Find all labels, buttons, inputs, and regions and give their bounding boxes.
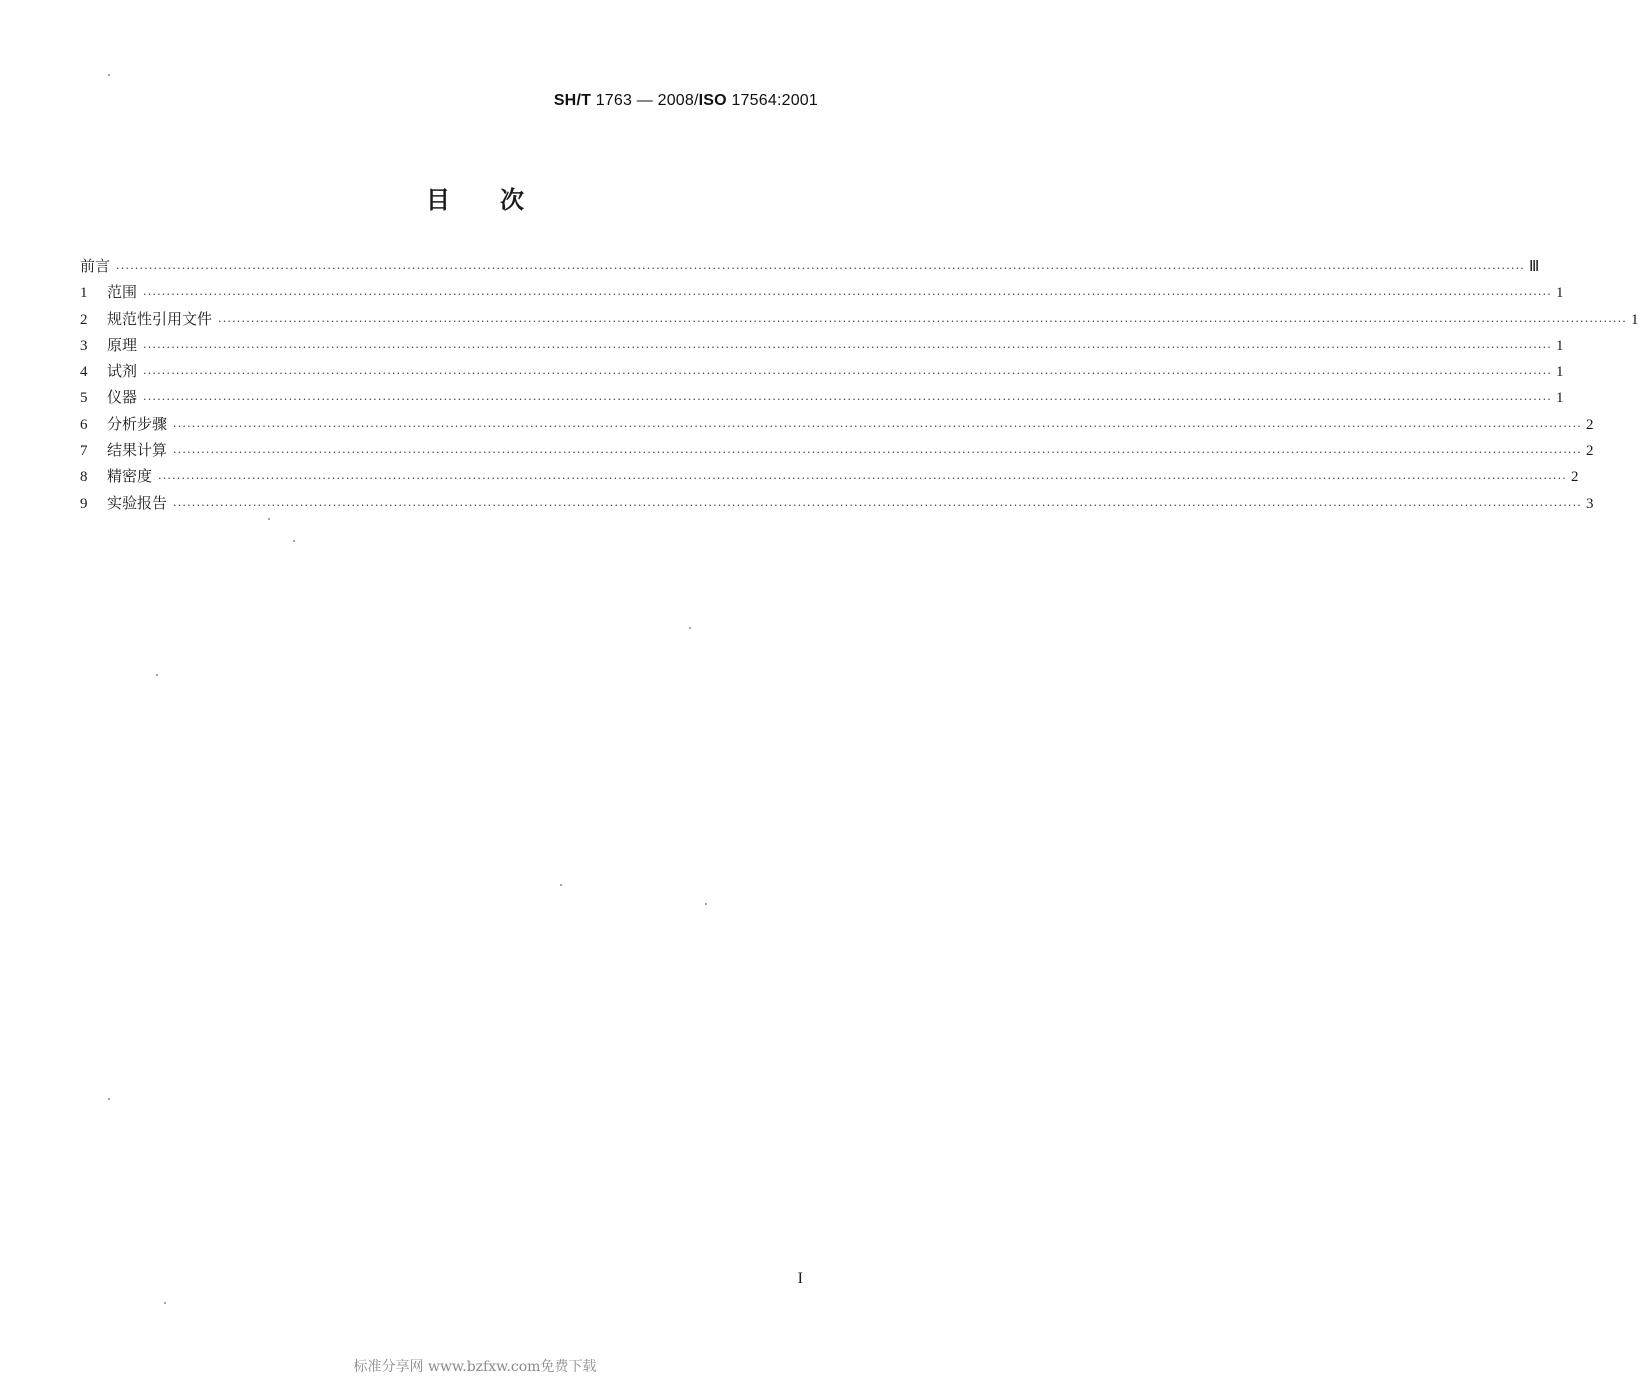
toc-item-number: 5 <box>80 390 88 407</box>
toc-item-number: 3 <box>80 337 88 354</box>
toc-item-page: 1 <box>1556 337 1564 354</box>
toc-item[interactable] <box>80 332 1564 358</box>
toc-item[interactable] <box>80 463 1579 489</box>
scan-speck <box>156 674 158 676</box>
toc-leader-dots: ............................................................................................................................................................................................................................................................................................................ <box>116 259 1525 272</box>
scan-speck <box>164 1302 166 1304</box>
toc-item[interactable] <box>80 358 1564 384</box>
scan-speck <box>108 1098 110 1100</box>
toc-leader-dots: ............................................................................................................................................................................................................................................................................................................ <box>173 495 1582 509</box>
toc-item-number: 9 <box>80 495 88 512</box>
toc-item[interactable] <box>80 490 1594 516</box>
toc-item-label: 精密度 <box>107 467 153 486</box>
toc-item-number: 4 <box>80 364 88 381</box>
standard-code-suffix: 17564:2001 <box>726 92 818 109</box>
scan-speck <box>705 903 707 905</box>
toc-item[interactable] <box>80 437 1594 463</box>
toc-leader-dots: ............................................................................................................................................................................................................................................................................................................ <box>143 390 1552 404</box>
toc-item-page: 2 <box>1571 469 1579 486</box>
standard-code-prefix: SH/T <box>553 92 592 109</box>
watermark: 标准分享网 www.bzfxw.com免费下载 <box>353 1359 597 1375</box>
toc-item-page: 1 <box>1631 311 1639 328</box>
toc-item-page: 2 <box>1586 416 1594 433</box>
scan-speck <box>689 627 691 629</box>
toc-item-page: Ⅲ <box>1529 259 1540 275</box>
toc-item[interactable] <box>80 279 1564 305</box>
scan-speck <box>560 884 562 886</box>
toc-item[interactable] <box>80 253 1540 279</box>
toc-leader-dots: ............................................................................................................................................................................................................................................................................................................ <box>158 469 1567 483</box>
toc-item-label: 结果计算 <box>107 441 168 460</box>
standard-code <box>554 92 818 110</box>
page-number: I <box>797 1270 803 1287</box>
standard-code-mid: 1763 — 2008/ <box>591 92 699 109</box>
toc-item-label: 实验报告 <box>107 493 168 512</box>
toc-leader-dots: ............................................................................................................................................................................................................................................................................................................ <box>173 416 1582 430</box>
toc-item-number: 7 <box>80 443 88 460</box>
standard-code-iso: ISO <box>698 92 727 109</box>
toc-item-number: 2 <box>80 311 88 328</box>
toc-item-number: 8 <box>80 469 88 486</box>
toc-item[interactable] <box>80 306 1639 332</box>
toc-item-label: 规范性引用文件 <box>107 309 213 328</box>
toc-item-page: 1 <box>1556 285 1564 302</box>
toc-item-label: 原理 <box>107 335 138 354</box>
toc-item-page: 3 <box>1586 495 1594 512</box>
toc-leader-dots: ............................................................................................................................................................................................................................................................................................................ <box>143 285 1552 299</box>
toc-item-page: 1 <box>1556 364 1564 381</box>
toc-item[interactable] <box>80 411 1594 437</box>
toc-leader-dots: ............................................................................................................................................................................................................................................................................................................ <box>143 364 1552 378</box>
toc-item-label: 范围 <box>107 283 138 302</box>
toc-item-label: 试剂 <box>107 362 138 381</box>
scan-speck <box>293 540 295 542</box>
toc-item-label: 前言 <box>80 257 111 275</box>
toc-item-label: 分析步骤 <box>107 414 168 433</box>
toc-item[interactable] <box>80 384 1564 410</box>
toc-item-page: 2 <box>1586 443 1594 460</box>
toc-leader-dots: ............................................................................................................................................................................................................................................................................................................ <box>218 311 1627 325</box>
toc-leader-dots: ............................................................................................................................................................................................................................................................................................................ <box>173 443 1582 457</box>
page-title: 目次 <box>426 185 574 214</box>
toc-item-number: 6 <box>80 416 88 433</box>
toc-leader-dots: ............................................................................................................................................................................................................................................................................................................ <box>143 337 1552 351</box>
toc-item-label: 仪器 <box>107 388 138 407</box>
toc-item-number: 1 <box>80 285 88 302</box>
scan-speck <box>268 518 270 520</box>
toc-item-page: 1 <box>1556 390 1564 407</box>
scan-speck <box>108 74 110 76</box>
table-of-contents <box>80 253 1639 516</box>
